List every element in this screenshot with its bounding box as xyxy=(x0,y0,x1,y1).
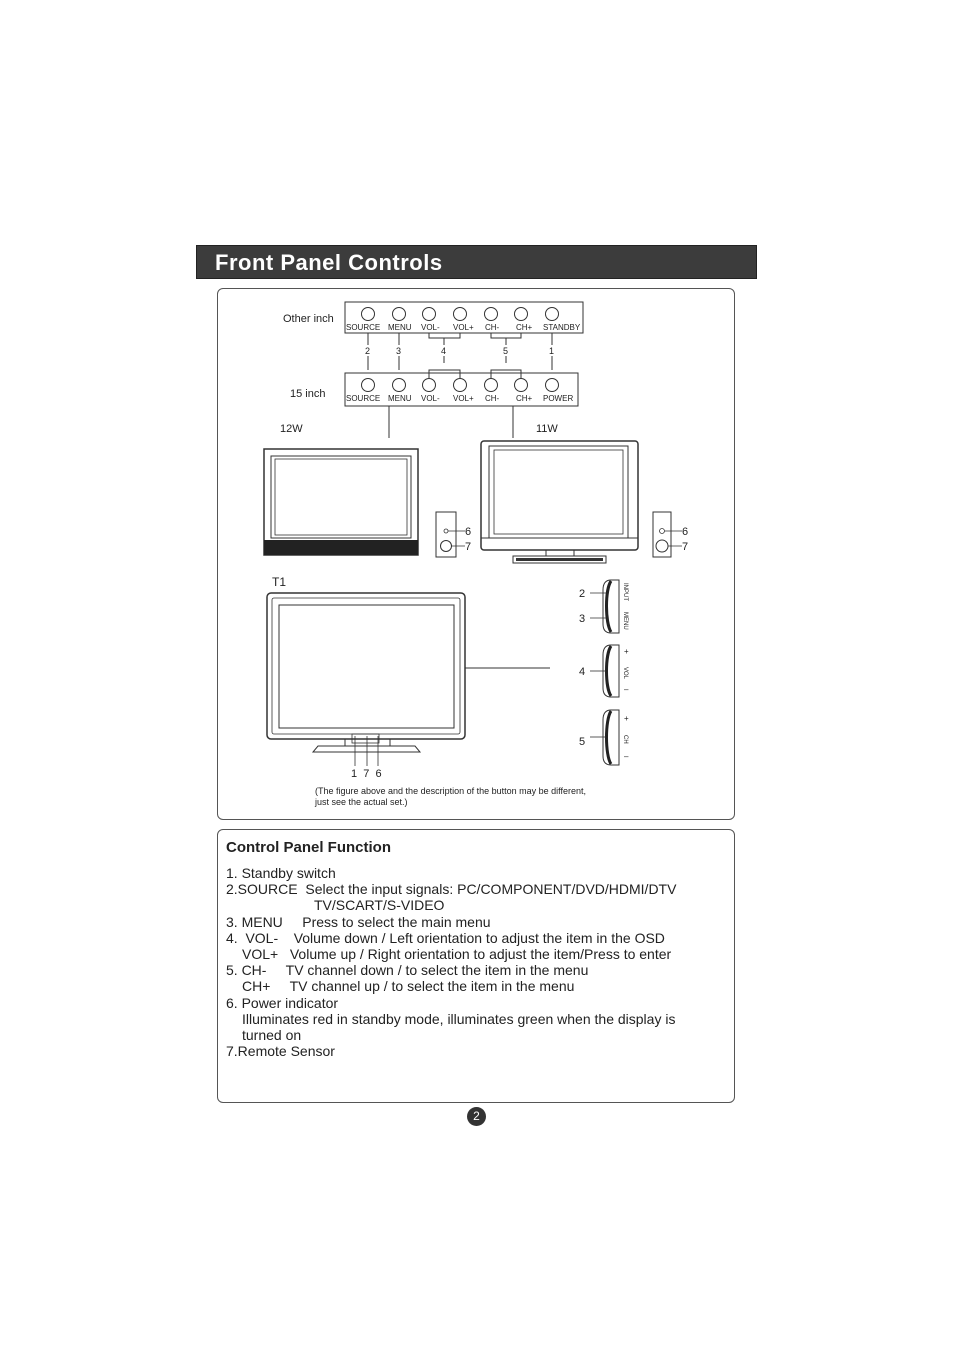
index-4: 4 xyxy=(441,346,447,356)
page-number: 2 xyxy=(467,1107,486,1126)
side-label-ch: CH xyxy=(622,735,628,744)
fifteen-btn-ch-minus: CH- xyxy=(485,394,500,403)
other-btn-ch-minus: CH- xyxy=(485,323,500,332)
other-btn-menu: MENU xyxy=(388,323,412,332)
fifteen-btn-vol-plus: VOL+ xyxy=(453,394,474,403)
index-1: 1 xyxy=(549,346,555,356)
other-btn-standby: STANDBY xyxy=(543,323,581,332)
side-label-menu: MENU xyxy=(622,612,628,630)
index-2: 2 xyxy=(365,346,371,356)
callout-6-12w: 6 xyxy=(465,526,472,538)
other-btn-ch-plus: CH+ xyxy=(516,323,533,332)
function-line: 6. Power indicator xyxy=(226,994,339,1011)
model-11w-label: 11W xyxy=(536,423,558,435)
function-line: 7.Remote Sensor xyxy=(226,1043,335,1060)
index-3: 3 xyxy=(396,346,402,356)
side-label-vol: VOL xyxy=(622,667,628,680)
function-line: CH+ TV channel up / to select the item in the menu xyxy=(242,978,575,995)
function-line: 1. Standby switch xyxy=(226,865,336,881)
side-callout-2: 2 xyxy=(579,588,586,600)
function-line: 5. CH- TV channel down / to select the item in the menu xyxy=(226,962,589,979)
model-12w-label: 12W xyxy=(280,423,303,435)
function-heading: Control Panel Function xyxy=(226,839,391,856)
other-inch-label: Other inch xyxy=(283,313,334,325)
function-line: Illuminates red in standby mode, illuminates green when the display is xyxy=(242,1010,676,1027)
model-t1-label: T1 xyxy=(272,575,287,589)
index-5: 5 xyxy=(503,346,509,356)
function-line: 4. VOL- Volume down / Left orientation to adjust the item in the OSD xyxy=(226,929,665,946)
fifteen-btn-vol-minus: VOL- xyxy=(421,394,440,403)
function-line: 2.SOURCE Select the input signals: PC/COMPONENT/DVD/HDMI/DTV xyxy=(226,881,677,898)
callout-6-11w: 6 xyxy=(682,526,689,538)
section-title-bar xyxy=(196,245,757,279)
fifteen-btn-source: SOURCE xyxy=(346,394,381,403)
ch-minus-mark: – xyxy=(624,752,629,761)
other-btn-vol-minus: VOL- xyxy=(421,323,440,332)
fifteen-btn-power: POWER xyxy=(543,394,574,403)
side-callout-5: 5 xyxy=(579,736,586,748)
ch-plus-mark: + xyxy=(624,714,629,723)
figure-note-line2: just see the actual set.) xyxy=(315,797,408,807)
fifteen-inch-label: 15 inch xyxy=(290,388,326,400)
function-list xyxy=(226,865,676,1059)
callout-7-12w: 7 xyxy=(465,541,472,553)
vol-plus-mark: + xyxy=(624,647,629,656)
fifteen-btn-ch-plus: CH+ xyxy=(516,394,533,403)
function-line: TV/SCART/S-VIDEO xyxy=(314,897,445,914)
bottom-callouts: 1 7 6 xyxy=(351,768,382,780)
other-btn-vol-plus: VOL+ xyxy=(453,323,474,332)
function-line: VOL+ Volume up / Right orientation to adjust the item/Press to enter xyxy=(242,946,672,963)
other-btn-source: SOURCE xyxy=(346,323,381,332)
page-title: Front Panel Controls xyxy=(215,250,443,275)
side-callout-4: 4 xyxy=(579,666,586,678)
side-callout-3: 3 xyxy=(579,613,586,625)
figure-note-line1: (The figure above and the description of the button may be different, xyxy=(315,786,587,796)
function-line: turned on xyxy=(242,1027,302,1044)
vol-minus-mark: – xyxy=(624,685,629,694)
fifteen-btn-menu: MENU xyxy=(388,394,412,403)
callout-7-11w: 7 xyxy=(682,541,689,553)
side-label-input: INPUT xyxy=(622,583,628,601)
function-line: 3. MENU Press to select the main menu xyxy=(226,913,491,930)
diagram-frame xyxy=(217,288,735,820)
